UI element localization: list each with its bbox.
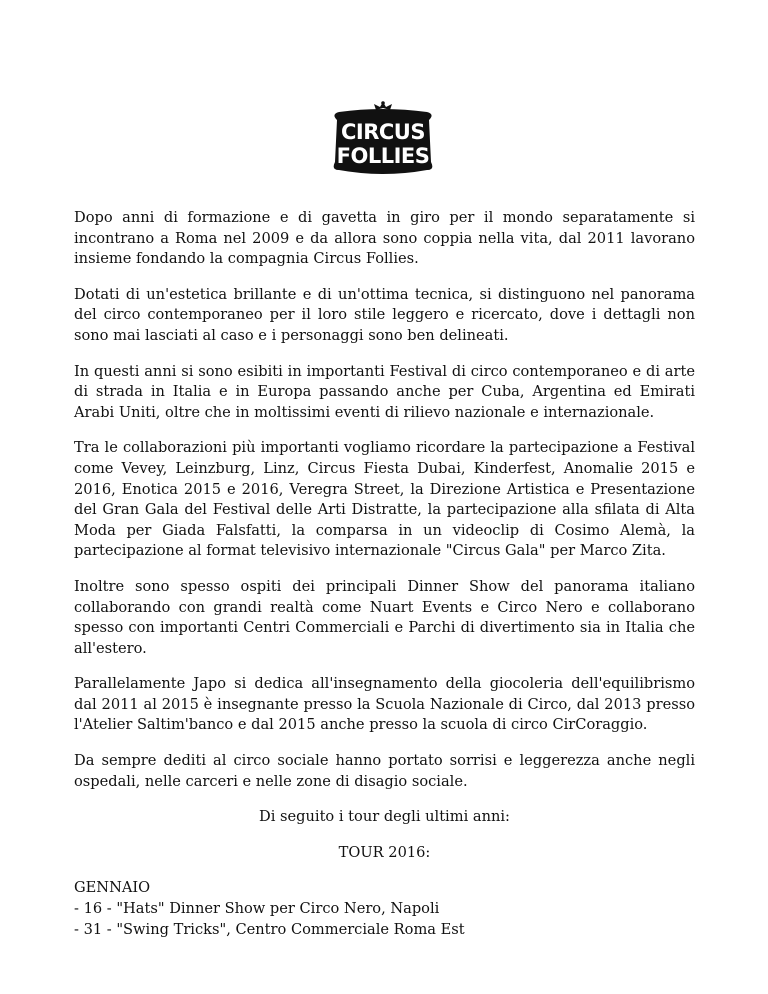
tour-entry: - 16 - "Hats" Dinner Show per Circo Nero, Napoli (74, 900, 440, 918)
tours-intro: Di seguito i tour degli ultimi anni: (259, 808, 510, 826)
month-heading: GENNAIO (74, 879, 151, 897)
logo-text-line1: CIRCUS (341, 120, 425, 144)
tour-entry: - 31 - "Swing Tricks", Centro Commerciale Roma Est (74, 920, 465, 938)
logo-text-line2: FOLLIES (336, 144, 430, 168)
circus-follies-logo (327, 100, 439, 180)
paragraph-dinner-shows: Inoltre sono spesso ospiti dei principali Dinner Show del panorama italiano collaborando con grandi realtà come Nuart Events e Circo Nero e collaborano spesso con importanti Centri Commerciali e Parchi di divertimento sia in Italia che all'estero. (74, 577, 695, 657)
document-body (74, 208, 695, 940)
tour-heading: TOUR 2016: (338, 843, 431, 861)
paragraph-aesthetic: Dotati di un'estetica brillante e di un'ottima tecnica, si distinguono nel panorama del circo contemporaneo per il loro stile leggero e ricercato, dove i dettagli non sono mai lasciati al caso e i personaggi sono ben delineati. (74, 285, 695, 344)
paragraph-festivals: In questi anni si sono esibiti in importanti Festival di circo contemporaneo e di arte di strada in Italia e in Europa passando anche per Cuba, Argentina ed Emirati Arabi Uniti, oltre che in moltissimi eventi di rilievo nazionale e internazionale. (74, 362, 695, 421)
paragraph-teaching: Parallelamente Japo si dedica all'insegnamento della giocoleria dell'equilibrismo dal 2011 al 2015 è insegnante presso la Scuola Nazionale di Circo, dal 2013 presso l'Atelier Saltim'banco e dal 2015 anche presso la scuola di circo CirCoraggio. (74, 675, 695, 734)
paragraph-collaborations: Tra le collaborazioni più importanti vogliamo ricordare la partecipazione a Festival come Vevey, Leinzburg, Linz, Circus Fiesta Dubai, Kinderfest, Anomalie 2015 e 2016, Enotica 2015 e 2016, Veregra Street, la Direzione Artistica e Presentazione del Gran Gala del Festival delle Arti Distratte, la partecipazione alla sfilata di Alta Moda per Giada Falsfatti, la comparsa in un videoclip di Cosimo Alemà, la partecipazione al format televisivo internazionale "Circus Gala" per Marco Zita. (74, 439, 695, 560)
paragraph-social-circus: Da sempre dediti al circo sociale hanno portato sorrisi e leggerezza anche negli ospedali, nelle carceri e nelle zone di disagio sociale. (74, 752, 695, 790)
paragraph-formation: Dopo anni di formazione e di gavetta in giro per il mondo separatamente si incontrano a Roma nel 2009 e da allora sono coppia nella vita, dal 2011 lavorano insieme fondando la compagnia Circus Follies. (74, 209, 695, 268)
